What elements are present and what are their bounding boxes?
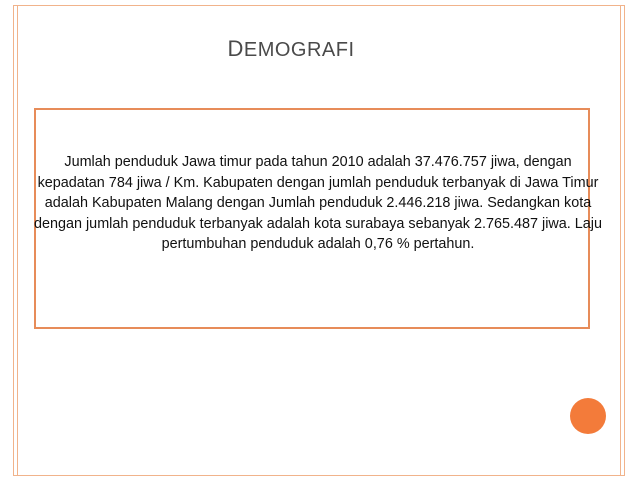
slide-title: [0, 36, 582, 62]
accent-circle: [570, 398, 606, 434]
title-rest: EMOGRAFI: [243, 39, 355, 61]
right-frame-line: [620, 5, 621, 476]
left-frame-line: [17, 5, 18, 476]
title-initial: D: [227, 36, 244, 61]
body-paragraph: Jumlah penduduk Jawa timur pada tahun 2010 adalah 37.476.757 jiwa, dengan kepadatan 784 jiwa / Km. Kabupaten dengan jumlah penduduk terbanyak di Jawa Timur adalah Kabupaten Malang dengan Jumlah penduduk 2.446.218 jiwa. Sedangkan kota dengan jumlah penduduk terbanyak adalah kota surabaya sebanyak 2.765.487 jiwa. Laju pertumbuhan penduduk adalah 0,76 % pertahun.: [33, 154, 603, 252]
